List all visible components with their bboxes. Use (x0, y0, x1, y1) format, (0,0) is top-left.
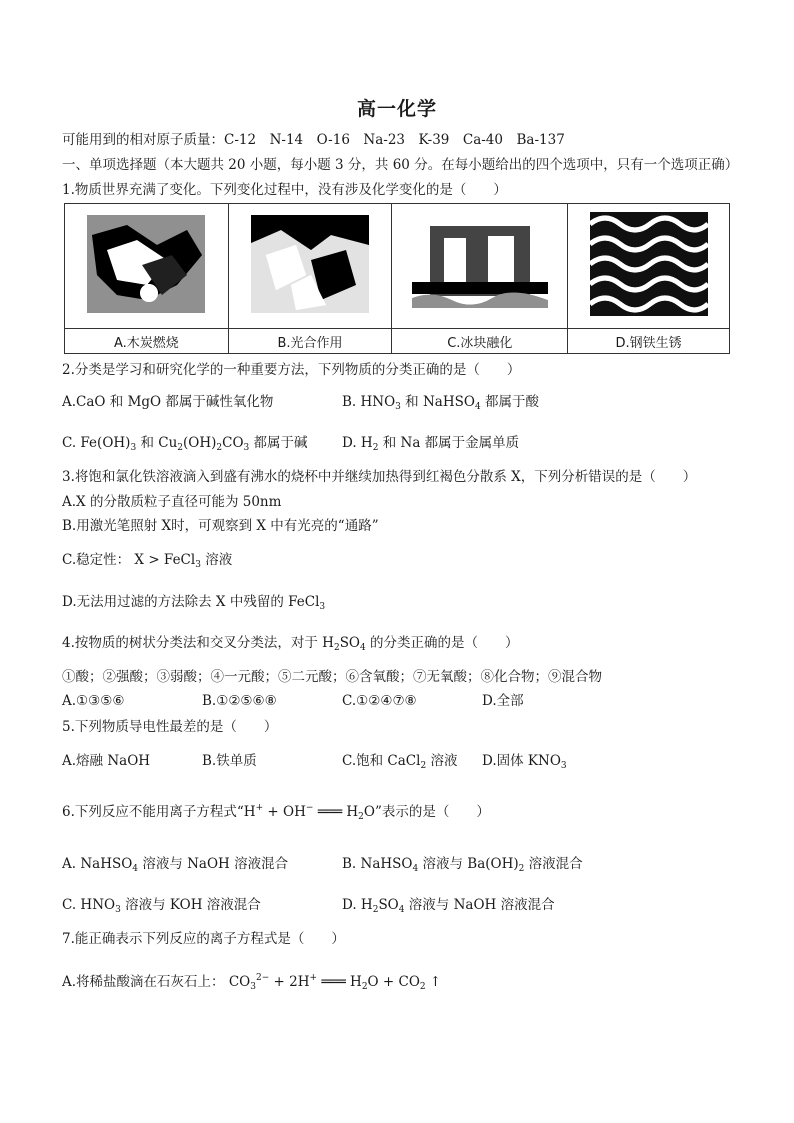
q3-option-b: B.用激光笔照射 X时，可观察到 X 中有光亮的“通路” (62, 518, 379, 534)
ice-melting-image (412, 220, 548, 308)
question-5-stem: 5.下列物质导电性最差的是（ ） (62, 719, 278, 735)
option-b-caption: B.光合作用 (228, 329, 392, 354)
q5-option-b: B.铁单质 (202, 753, 257, 769)
q5-option-c: C.饱和 CaCl$_2$ 溶液 (342, 753, 458, 771)
charcoal-burning-image (87, 215, 205, 313)
q3-option-d: D.无法用过滤的方法除去 X 中残留的 FeCl$_3$ (62, 594, 326, 612)
question-6-stem: 6.下列反应不能用离子方程式“H+ + OH− ═══ $H_2O$”表示的是（ ） (62, 803, 490, 822)
q2-option-a: A.CaO 和 MgO 都属于碱性氧化物 (62, 394, 274, 410)
q2-option-d: D. $H_2$ 和 Na 都属于金属单质 (342, 435, 520, 453)
question-1-image-table (64, 203, 730, 354)
photosynthesis-image (251, 215, 369, 313)
q5-option-d: D.固体 $KNO_3$ (482, 753, 567, 771)
q3-option-c: C.稳定性： X > FeCl$_3$ 溶液 (62, 552, 233, 570)
q6-option-d: D. $H_2SO_4$ 溶液与 NaOH 溶液混合 (342, 897, 555, 915)
photosynthesis-image-cell (228, 204, 392, 329)
q5-option-a: A.熔融 NaOH (62, 753, 151, 769)
option-c-caption: C.冰块融化 (392, 329, 568, 354)
option-d-caption: D.钢铁生锈 (568, 329, 730, 354)
steel-rusting-image-cell (568, 204, 730, 329)
charcoal-image-cell (65, 204, 229, 329)
q6-option-a: A. NaHSO$_4$ 溶液与 NaOH 溶液混合 (62, 856, 289, 874)
ice-melting-image-cell (392, 204, 568, 329)
q2-option-c: C. $Fe(OH)_3$ 和 $Cu_2(OH)_2CO_3$ 都属于碱 (62, 435, 308, 453)
q4-option-c: C.①②④⑦⑧ (342, 693, 417, 709)
q7-option-a: A.将稀盐酸滴在石灰石上： $CO_3^{2-} + 2H^+$ ═══ $H_2O + CO_2$ ↑ (62, 973, 442, 992)
q4-option-d: D.全部 (482, 693, 524, 709)
section-heading: 一、单项选择题（本大题共 20 小题，每小题 3 分，共 60 分。在每小题给出的四个选项中，只有一个选项正确） (62, 157, 739, 173)
q6-option-b: B. NaHSO$_4$ 溶液与 $Ba(OH)_2$ 溶液混合 (342, 856, 583, 874)
steel-rusting-image (590, 212, 708, 316)
q4-classification-list: ①酸；②强酸；③弱酸；④一元酸；⑤二元酸；⑥含氧酸；⑦无氧酸；⑧化合物；⑨混合物 (62, 669, 602, 685)
question-4-stem: 4.按物质的树状分类法和交叉分类法，对于 $H_2SO_4$ 的分类正确的是（ ） (62, 635, 519, 653)
question-3-stem: 3.将饱和氯化铁溶液滴入到盛有沸水的烧杯中并继续加热得到红褐色分散系 X，下列分析错误的是（ ） (62, 469, 697, 485)
q3-option-a: A.X 的分散质粒子直径可能为 50nm (62, 494, 282, 510)
option-a-caption: A.木炭燃烧 (65, 329, 229, 354)
question-2-stem: 2.分类是学习和研究化学的一种重要方法，下列物质的分类正确的是（ ） (62, 362, 521, 378)
question-7-stem: 7.能正确表示下列反应的离子方程式是（ ） (62, 931, 345, 947)
q4-option-b: B.①②⑤⑥⑧ (202, 693, 277, 709)
q6-option-c: C. $HNO_3$ 溶液与 KOH 溶液混合 (62, 897, 261, 915)
question-1-stem: 1.物质世界充满了变化。下列变化过程中，没有涉及化学变化的是（ ） (62, 182, 507, 198)
q4-option-a: A.①③⑤⑥ (62, 693, 125, 709)
atomic-masses: 可能用到的相对原子质量：C-12 N-14 O-16 Na-23 K-39 Ca-40 Ba-137 (62, 132, 565, 148)
page-title: 高一化学 (356, 98, 437, 120)
q2-option-b: B. $HNO_3$ 和 NaHSO$_4$ 都属于酸 (342, 394, 539, 412)
